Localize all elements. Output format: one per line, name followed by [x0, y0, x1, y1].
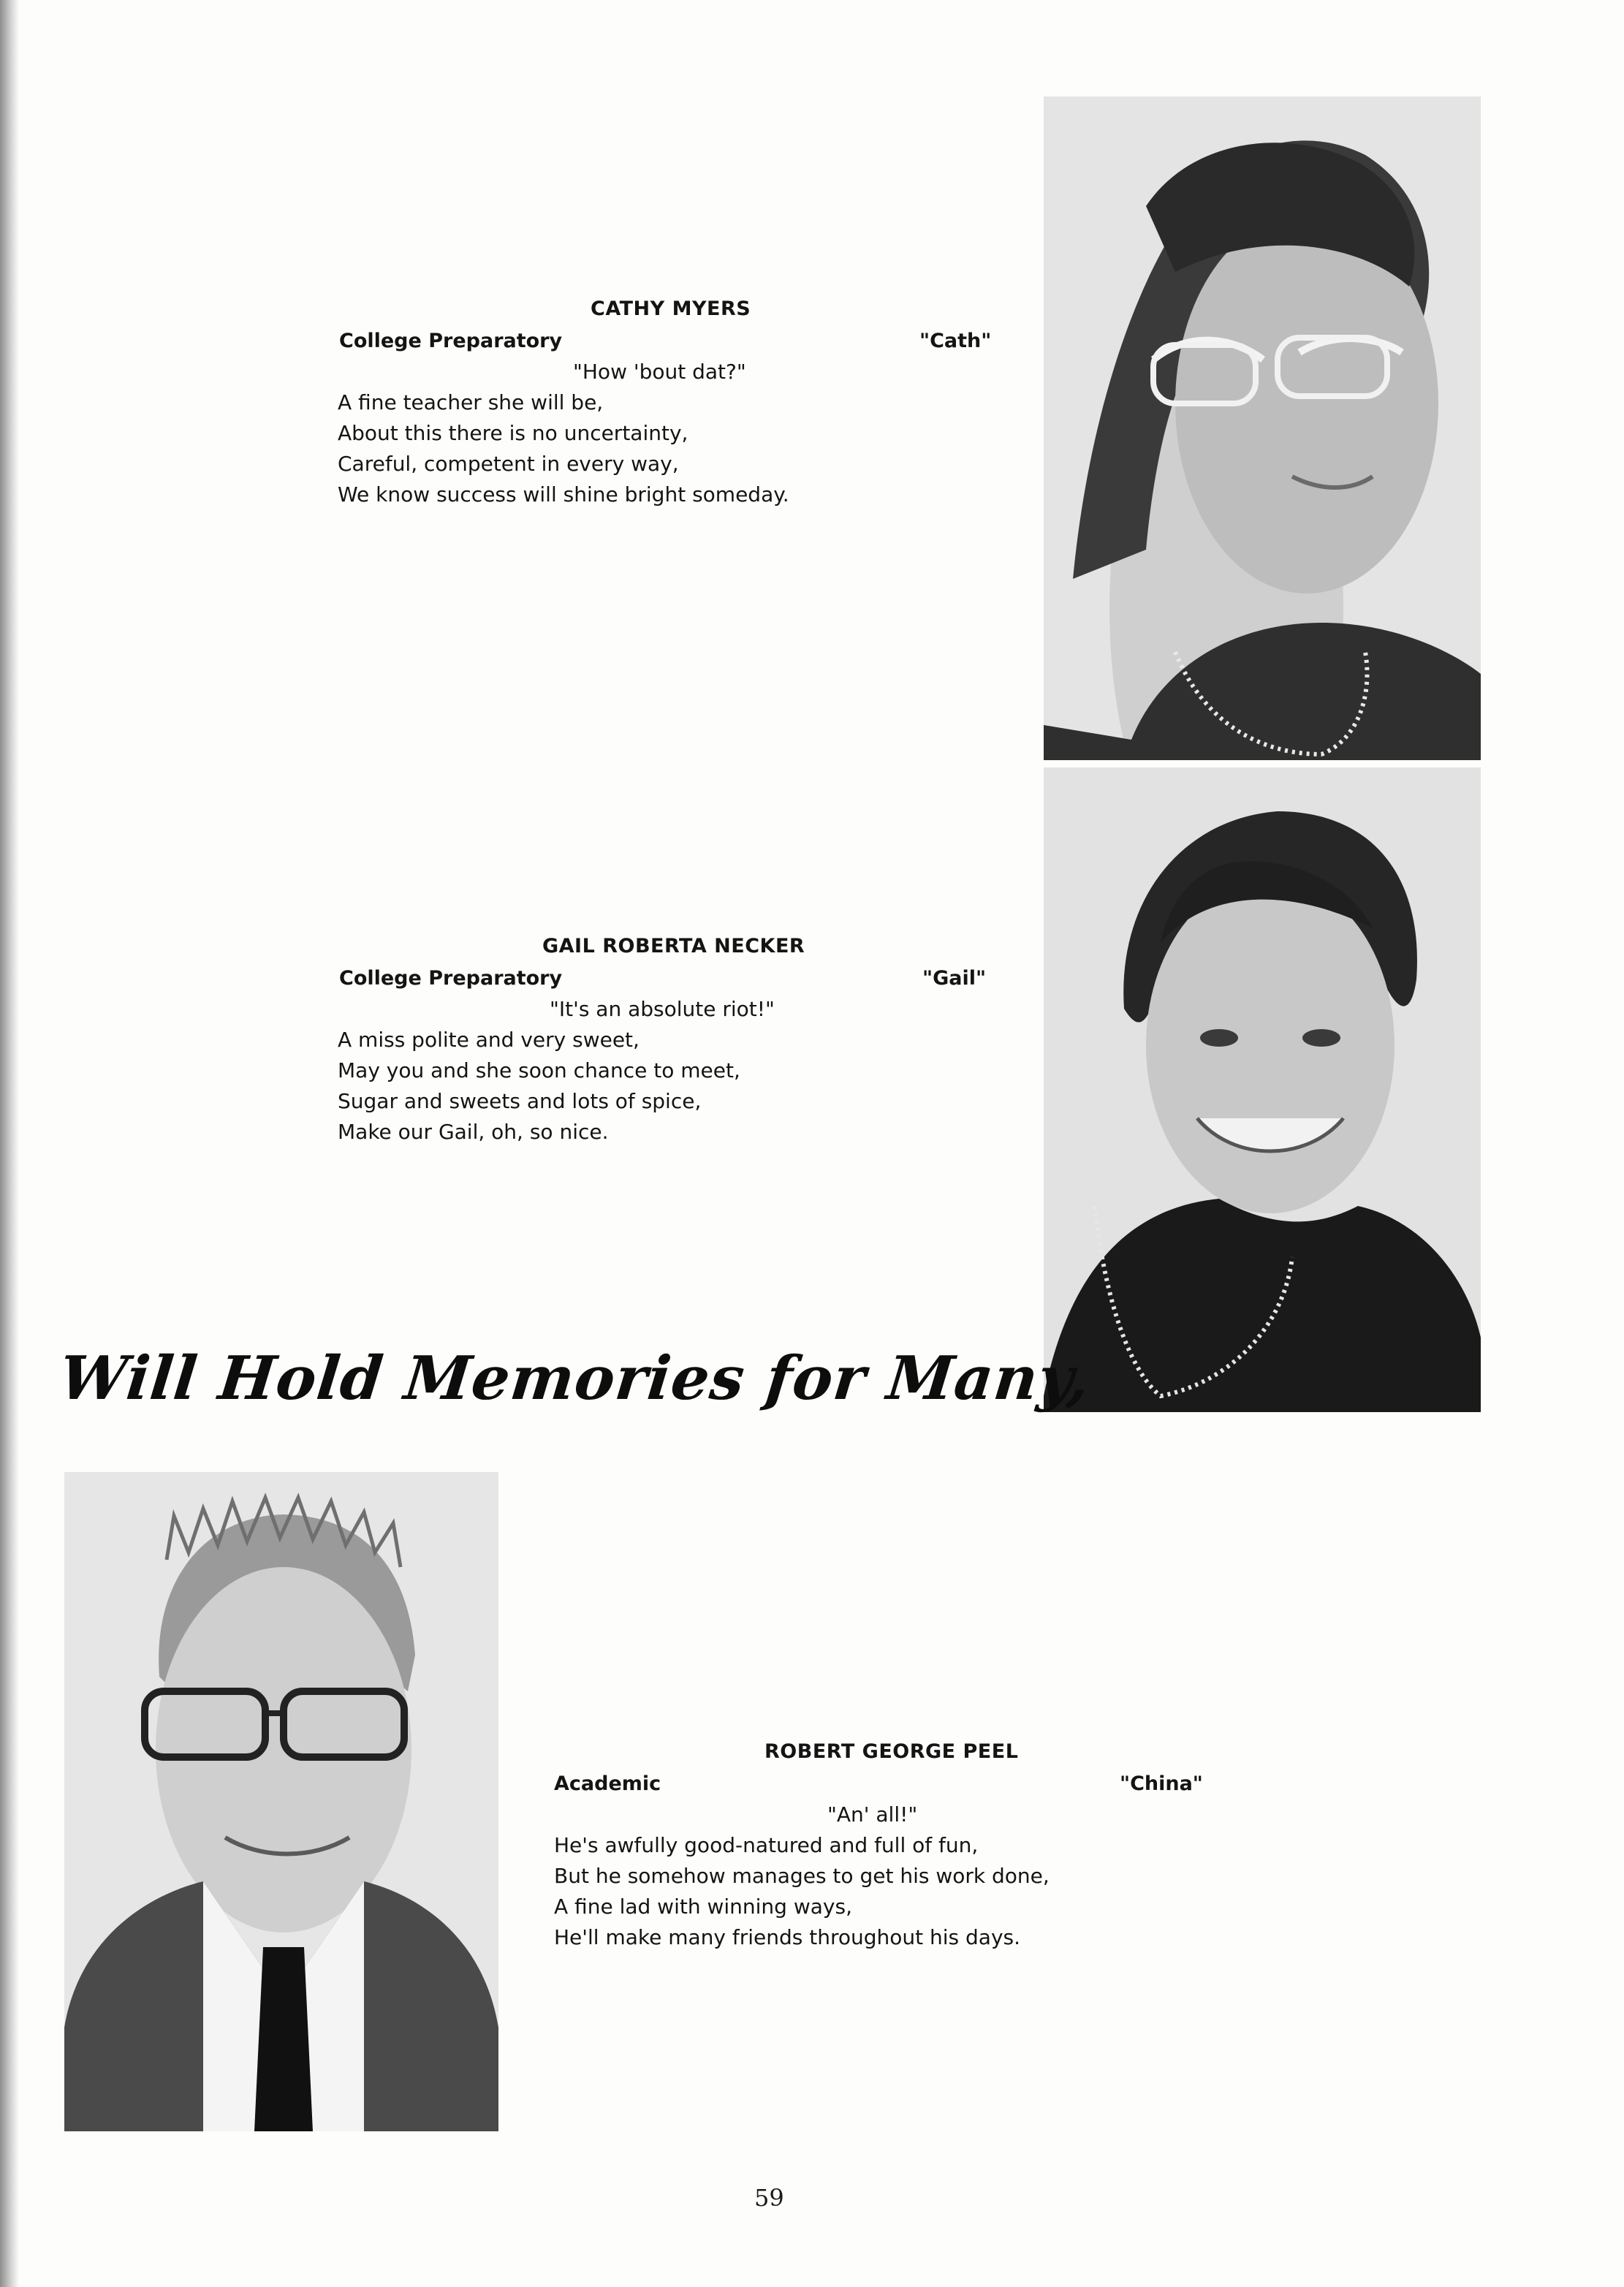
- student-name: ROBERT GEORGE PEEL: [764, 1740, 1019, 1763]
- verse: [338, 1025, 740, 1148]
- portrait-image: [1044, 767, 1481, 1412]
- verse-line: Make our Gail, oh, so nice.: [338, 1120, 609, 1144]
- favorite-quote: "An' all!": [827, 1802, 918, 1827]
- portrait-photo-robert-george-peel: [64, 1472, 498, 2131]
- favorite-quote: "It's an absolute riot!": [550, 997, 775, 1021]
- nickname: "Gail": [922, 967, 987, 990]
- verse: [338, 387, 789, 510]
- verse-line: Sugar and sweets and lots of spice,: [338, 1089, 702, 1113]
- verse-line: He's awfully good-natured and full of fun,: [554, 1833, 979, 1857]
- student-name: GAIL ROBERTA NECKER: [542, 935, 805, 957]
- verse-line: A fine teacher she will be,: [338, 390, 604, 414]
- student-name: CATHY MYERS: [591, 297, 751, 320]
- course-of-study: Academic: [554, 1772, 661, 1795]
- verse-line: A fine lad with winning ways,: [554, 1895, 852, 1919]
- nickname: "Cath": [919, 330, 992, 352]
- portrait-image: [64, 1472, 498, 2131]
- course-of-study: College Preparatory: [339, 330, 563, 352]
- course-of-study: College Preparatory: [339, 967, 563, 990]
- verse-line: May you and she soon chance to meet,: [338, 1058, 740, 1082]
- section-headline: Will Hold Memories for Many,: [56, 1343, 1094, 1414]
- binding-shadow: [0, 0, 19, 2287]
- portrait-image: [1044, 96, 1481, 760]
- verse: [554, 1830, 1050, 1953]
- verse-line: Careful, competent in every way,: [338, 452, 679, 476]
- page-number: 59: [754, 2184, 784, 2212]
- portrait-photo-gail-roberta-necker: [1044, 767, 1481, 1412]
- favorite-quote: "How 'bout dat?": [573, 360, 746, 384]
- verse-line: About this there is no uncertainty,: [338, 421, 688, 445]
- nickname: "China": [1120, 1772, 1203, 1795]
- verse-line: He'll make many friends throughout his days.: [554, 1925, 1021, 1949]
- verse-line: We know success will shine bright someday.: [338, 482, 789, 507]
- portrait-photo-cathy-myers: [1044, 96, 1481, 760]
- verse-line: But he somehow manages to get his work done,: [554, 1864, 1050, 1888]
- verse-line: A miss polite and very sweet,: [338, 1028, 640, 1052]
